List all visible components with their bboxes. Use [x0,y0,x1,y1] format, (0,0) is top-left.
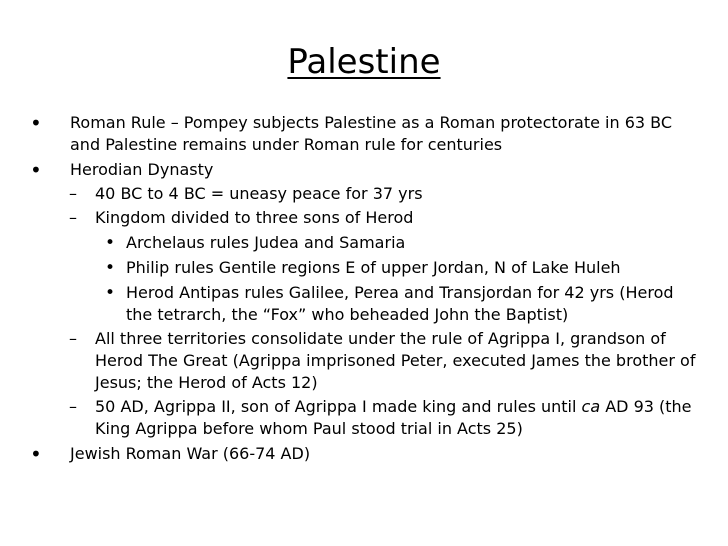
dash-marker: – [69,329,77,348]
bullet-item-herodian-dynasty [30,159,700,181]
sub-sub-item-text: Herod Antipas rules Galilee, Perea and Transjordan for 42 yrs (Herod the tetrarch, the “Fox” who beheaded John the Baptist) [126,283,674,324]
bullet-text: Roman Rule – Pompey subjects Palestine as a Roman protectorate in 63 BC and Palestine remains under Roman rule for centuries [70,113,673,154]
sub-sub-item-text: Archelaus rules Judea and Samaria [126,233,406,252]
sub-item-text: 40 BC to 4 BC = uneasy peace for 37 yrs [95,184,423,203]
sub-sub-item-philip [30,257,700,279]
dash-marker: – [69,184,77,203]
bullet-text: Herodian Dynasty [70,160,214,179]
bullet-marker: • [105,233,116,253]
sub-sub-item-archelaus [30,232,700,254]
text-segment: AD 93 (the King Agrippa before whom Paul stood trial in Acts 25) [95,397,692,438]
sub-sub-item-herod-antipas [30,282,700,326]
italic-term: ca [581,397,601,416]
bullet-item-roman-rule [30,112,700,156]
bullet-marker: • [30,158,42,182]
dash-marker: – [69,208,77,227]
bullet-list [30,112,700,465]
sub-item-agrippa-i [30,328,700,394]
sub-item-agrippa-ii [30,396,700,440]
dash-marker: – [69,397,77,416]
bullet-marker: • [30,111,42,135]
sub-item-uneasy-peace [30,183,700,205]
bullet-marker: • [105,283,116,303]
bullet-marker: • [105,258,116,278]
sub-item-text: Kingdom divided to three sons of Herod [95,208,414,227]
sub-item-text: All three territories consolidate under the rule of Agrippa I, grandson of Herod The Great (Agrippa imprisoned Peter, executed James the brother of Jesus; the Herod of Acts 12) [95,329,696,392]
sub-sub-item-text: Philip rules Gentile regions E of upper Jordan, N of Lake Huleh [126,258,621,277]
bullet-item-jewish-roman-war [30,443,700,465]
bullet-marker: • [30,442,42,466]
sub-item-kingdom-divided [30,207,700,229]
sub-item-text [95,396,700,440]
bullet-text: Jewish Roman War (66-74 AD) [70,444,311,463]
slide-title: Palestine [287,42,441,82]
text-segment: 50 AD, Agrippa II, son of Agrippa I made king and rules until [95,397,582,416]
